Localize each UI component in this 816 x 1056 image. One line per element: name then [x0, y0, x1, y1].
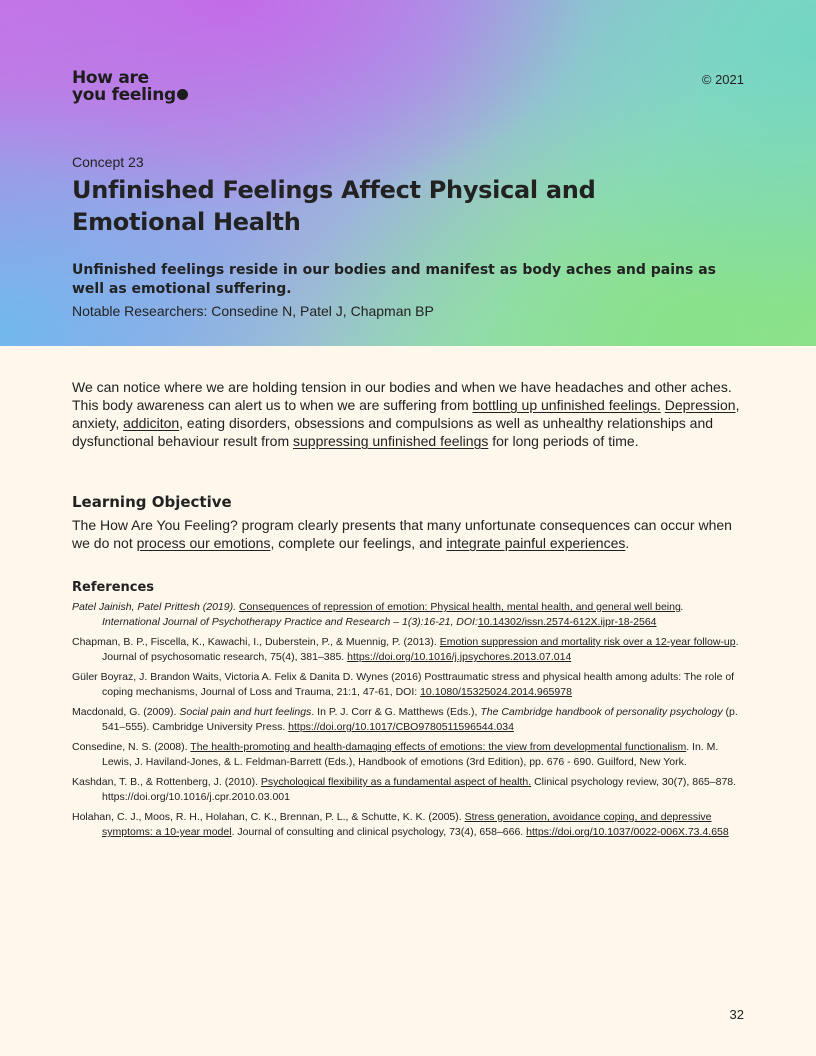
ref-link[interactable]: Consequences of repression of emotion: Physical health, mental health, and general well being: [238, 601, 681, 613]
ref-authors: Chapman, B. P., Fiscella, K., Kawachi, I., Duberstein, P., & Muennig, P. (2013).: [72, 636, 440, 648]
page-number: 32: [729, 1007, 744, 1022]
reference-item: [72, 705, 744, 735]
intro-text: , anxiety,: [72, 397, 740, 431]
link-addiction[interactable]: addiciton: [123, 415, 180, 431]
ref-authors: Macdonald, G. (2009).: [72, 706, 180, 718]
copyright: © 2021: [701, 72, 744, 87]
header-banner: [0, 0, 816, 346]
speech-bubble-icon: [177, 89, 188, 100]
reference-item: [72, 810, 744, 840]
ref-book: The Cambridge handbook of personality psychology: [480, 706, 723, 718]
reference-item: [72, 670, 744, 700]
ref-doi-link[interactable]: https://doi.org/10.1017/CBO9780511596544.034: [288, 721, 514, 733]
link-process-emotions[interactable]: process our emotions: [136, 535, 271, 551]
reference-item: [72, 775, 744, 805]
ref-source: Clinical psychology review, 30(7), 865–878. https://doi.org/10.1016/j.cpr.2010.03.001: [102, 776, 737, 803]
reference-item: [72, 740, 744, 770]
intro-text: , eating disorders, obsessions and compulsions as well as unhealthy relationships and dysfunctional behaviour result from: [72, 415, 714, 449]
logo-line-1: How are: [72, 68, 149, 88]
lo-text: .: [625, 535, 630, 551]
ref-link[interactable]: Psychological flexibility as a fundamental aspect of health.: [260, 776, 532, 788]
references-list: [72, 600, 744, 845]
lo-text: , complete our feelings, and: [270, 535, 447, 551]
ref-authors: Patel Jainish, Patel Prittesh (2019).: [72, 601, 237, 613]
ref-authors: Consedine, N. S. (2008).: [72, 741, 191, 753]
ref-doi-link[interactable]: 10.14302/issn.2574-612X.ijpr-18-2564: [477, 616, 657, 628]
logo-line-2: you feeling: [72, 85, 176, 105]
link-bottling-up-feelings[interactable]: bottling up unfinished feelings.: [472, 397, 661, 413]
concept-number: Concept 23: [72, 154, 144, 170]
ref-authors: Holahan, C. J., Moos, R. H., Holahan, C. K., Brennan, P. L., & Schutte, K. K. (2005).: [72, 811, 465, 823]
ref-link[interactable]: Stress generation, avoidance coping, and depressive symptoms: a 10-year model: [102, 811, 712, 838]
reference-item: [72, 600, 744, 630]
link-suppressing-feelings[interactable]: suppressing unfinished feelings: [293, 433, 489, 449]
ref-source: . In. M. Lewis, J. Haviland-Jones, & L. Feldman-Barrett (Eds.), Handbook of emotions (3rd Edition), pp. 676 - 690. Guilford, New York.: [102, 741, 719, 768]
learning-objective-heading: Learning Objective: [72, 493, 232, 511]
references-heading: References: [72, 580, 155, 595]
ref-doi-link[interactable]: https://doi.org/10.1037/0022-006X.73.4.658: [526, 826, 729, 838]
ref-text: Güler Boyraz, J. Brandon Waits, Victoria A. Felix & Danita D. Wynes (2016) Posttraumatic stress and physical health among adults: The role of coping mechanisms, Journal of Loss and Trauma, 21:1, 47-61, DOI:: [72, 671, 735, 698]
ref-title: Social pain and hurt feelings: [179, 706, 312, 718]
ref-link[interactable]: The health-promoting and health-damaging effects of emotions: the view from developmental functionalism: [190, 741, 687, 753]
ref-source: . Journal of psychosomatic research, 75(4), 381–385.: [102, 636, 739, 663]
intro-text: for long periods of time.: [488, 433, 639, 449]
ref-link[interactable]: Emotion suppression and mortality risk over a 12-year follow-up: [439, 636, 736, 648]
link-depression[interactable]: Depression: [664, 397, 736, 413]
link-integrate-painful-experiences[interactable]: integrate painful experiences: [446, 535, 626, 551]
page-subtitle: Unfinished feelings reside in our bodies and manifest as body aches and pains as well as emotional suffering.: [72, 262, 716, 297]
ref-journal: . International Journal of Psychotherapy Practice and Research – 1(3):16-21, DOI:: [102, 601, 684, 628]
learning-objective-text: [72, 516, 746, 552]
page-title: Unfinished Feelings Affect Physical and Emotional Health: [72, 176, 596, 236]
ref-source: . Journal of consulting and clinical psychology, 73(4), 658–666.: [231, 826, 527, 838]
ref-text: . In P. J. Corr & G. Matthews (Eds.),: [311, 706, 481, 718]
lo-text: The How Are You Feeling? program clearly presents that many unfortunate consequences can occur when we do not: [72, 517, 732, 551]
ref-doi-link[interactable]: 10.1080/15325024.2014.965978: [420, 686, 572, 698]
logo: [72, 70, 188, 104]
ref-doi-link[interactable]: https://doi.org/10.1016/j.jpsychores.2013.07.014: [347, 651, 572, 663]
intro-text: We can notice where we are holding tension in our bodies and when we have headaches and other aches. This body awareness can alert us to when we are suffering from: [72, 379, 732, 413]
intro-paragraph: [72, 378, 746, 450]
ref-source: (p. 541–555). Cambridge University Press.: [102, 706, 738, 733]
notable-researchers: Notable Researchers: Consedine N, Patel J, Chapman BP: [72, 303, 434, 319]
ref-authors: Kashdan, T. B., & Rottenberg, J. (2010).: [72, 776, 261, 788]
reference-item: [72, 635, 744, 665]
